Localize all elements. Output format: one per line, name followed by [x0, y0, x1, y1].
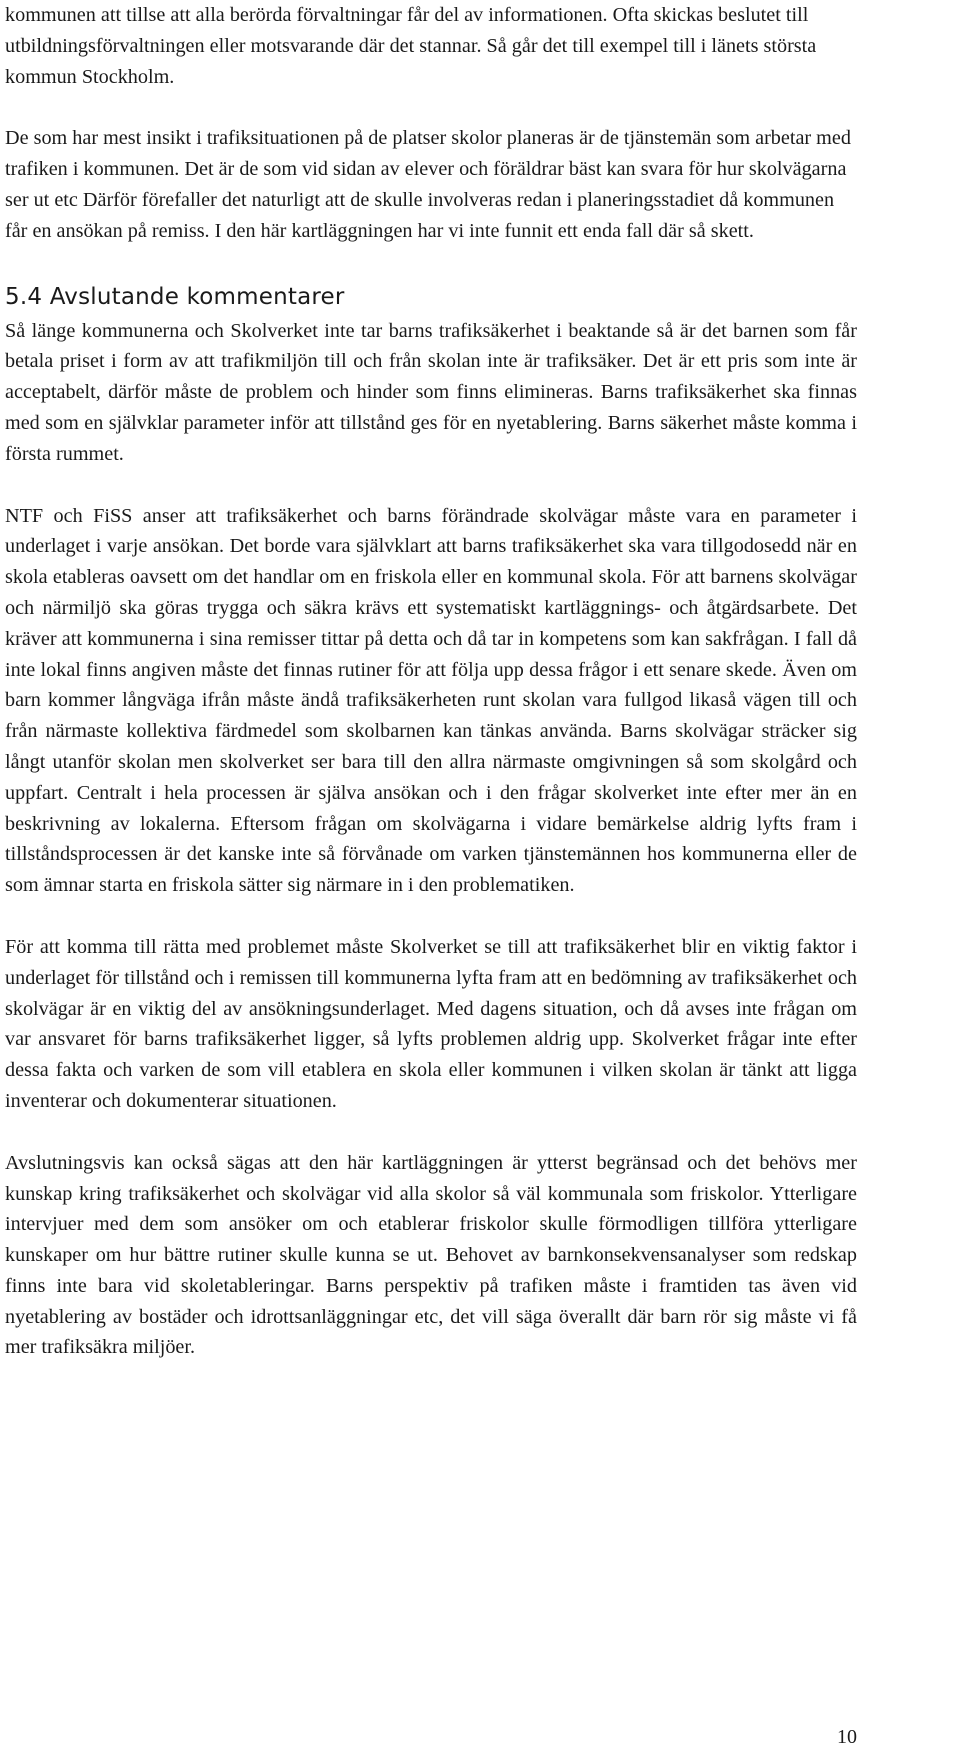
section-heading: 5.4 Avslutande kommentarer [5, 283, 345, 310]
document-page [5, 0, 857, 1363]
paragraph-children-safety: Så länge kommunerna och Skolverket inte tar barns trafiksäkerhet i beaktande så är det barnen som får betala priset i form av att trafikmiljön till och från skolan inte är trafiksäker. Det är ett pris som inte är acceptabelt, därför måste de problem och hinder som finns elimineras. Barns trafiksäkerhet ska finnas med som en självklar parameter inför att tillstånd ges för en nyetablering. Barns säkerhet måste komma i första rummet. [5, 319, 857, 465]
paragraph-conclusion: Avslutningsvis kan också sägas att den här kartläggningen är ytterst begränsad och det behövs mer kunskap kring trafiksäkerhet och skolvägar vid alla skolor så väl kommunala som friskolor. Ytterligare intervjuer med dem som ansöker om och etablerar friskolor skulle förmodligen tillföra ytterligare kunskaper om hur bättre rutiner skulle kunna se ut. Behovet av barnkonsekvensanalyser som redskap finns inte bara vid skoletableringar. Barns perspektiv på trafiken måste i framtiden tas även vid nyetablering av bostäder och idrottsanläggningar etc, det vill säga överallt där barn rör sig måste vi få mer trafiksäkra miljöer. [5, 1151, 857, 1359]
paragraph-traffic-officials: De som har mest insikt i trafiksituationen på de platser skolor planeras är de tjänstemän som arbetar med trafiken i kommunen. Det är de som vid sidan av elever och föräldrar bäst kan svara för hur skolvägarna ser ut etc Därför förefaller det naturligt att de skulle involveras redan i planeringsstadiet då kommunen får en ansökan på remiss. I den här kartläggningen har vi inte funnit ett enda fall där så skett. [5, 127, 851, 242]
paragraph-ntf-fiss: NTF och FiSS anser att trafiksäkerhet och barns förändrade skolvägar måste vara en parameter i underlaget i varje ansökan. Det borde vara självklart att barns trafiksäkerhet ska vara tillgodosedd när en skola etableras oavsett om det handlar om en friskola eller en kommunal skola. För att barnens skolvägar och närmiljö ska göras trygga och säkra krävs ett systematiskt kartläggnings- och åtgärdsarbete. Det kräver att kommunerna i sina remisser tittar på detta och då tar in kompetens som kan sakfrågan. I fall då inte lokal finns angiven måste det finnas rutiner för att följa upp dessa frågor i ett senare skede. Även om barn kommer långväga ifrån måste ändå trafiksäkerheten runt skolan vara fullgod likaså vägen till och från närmaste kollektiva färdmedel som skolbarnen kan tänkas använda. Barns skolvägar sträcker sig långt utanför skolan men skolverket ser bara till den allra närmaste omgivningen så som skolgård och uppfart. Centralt i hela processen är själva ansökan och i den frågar skolverket inte efter mer än en beskrivning av lokalerna. Eftersom frågan om skolvägarna i vidare bemärkelse aldrig lyfts fram i tillståndsprocessen är det kanske inte så förvånade om varken tjänstemännen hos kommunerna eller de som ämnar starta en friskola sätter sig närmare in i den problematiken. [5, 504, 857, 897]
paragraph-gap [5, 1117, 857, 1148]
page-number: 10 [837, 1726, 857, 1748]
paragraph-gap [5, 247, 857, 278]
paragraph-intro-continuation: kommunen att tillse att alla berörda förvaltningar får del av informationen. Ofta skickas beslutet till utbildningsförvaltningen eller motsvarande där det stannar. Så går det till exempel till i länets största kommun Stockholm. [5, 4, 817, 88]
paragraph-skolverket: För att komma till rätta med problemet måste Skolverket se till att trafiksäkerhet blir en viktig faktor i underlaget för tillstånd och i remissen till kommunerna lyfta fram att en bedömning av trafiksäkerhet och skolvägar är en viktig del av ansökningsunderlaget. Med dagens situation, och då avses inte frågan om var ansvaret för barns trafiksäkerhet ligger, så lyfts problemen aldrig upp. Skolverket frågar inte efter dessa fakta och varken de som vill etablera en skola eller kommunen i vilken skolan är tänkt att ligga inventerar och dokumenterar situationen. [5, 935, 857, 1112]
paragraph-gap [5, 92, 857, 123]
paragraph-gap [5, 470, 857, 501]
paragraph-gap [5, 901, 857, 932]
